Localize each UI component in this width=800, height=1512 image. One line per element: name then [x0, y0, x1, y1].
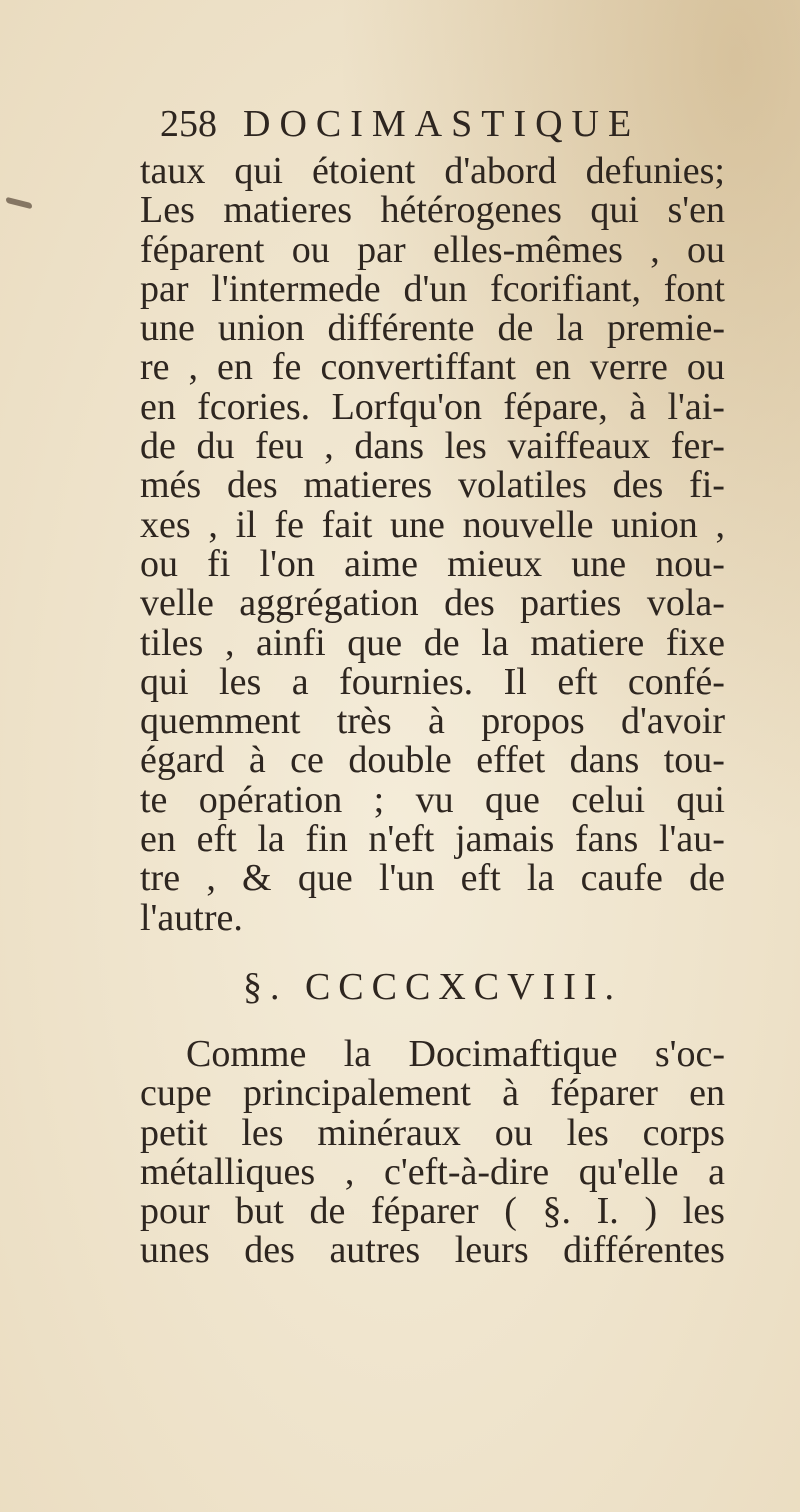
word: de	[140, 425, 176, 468]
word: leurs	[454, 1229, 529, 1272]
word: Comme	[186, 1033, 307, 1075]
word: les	[444, 425, 487, 468]
word: à	[248, 739, 266, 782]
word: s'oc-	[654, 1033, 725, 1075]
word: par	[140, 267, 189, 310]
word: tre	[140, 857, 181, 900]
word: que	[484, 778, 540, 821]
word: pour	[140, 1190, 210, 1233]
word: ainfi	[256, 621, 326, 664]
word: des	[227, 464, 278, 507]
word: ,	[206, 857, 216, 900]
word: re	[140, 346, 170, 389]
text-line	[140, 702, 725, 741]
word: l'on	[259, 542, 315, 585]
word: d'un	[403, 267, 468, 310]
word: parties	[520, 582, 622, 625]
word: la	[526, 857, 555, 900]
word: ou	[687, 228, 725, 271]
word: Docimaftique	[408, 1033, 618, 1075]
word: te	[140, 778, 168, 821]
word: en	[217, 346, 253, 389]
word: ,	[715, 503, 725, 546]
word: )	[644, 1190, 658, 1233]
word: qu'elle	[578, 1150, 679, 1193]
word: fixe	[665, 621, 725, 664]
text-line	[140, 1111, 725, 1154]
word: ,	[188, 346, 199, 389]
word: ,	[650, 228, 660, 271]
word: cupe	[140, 1072, 212, 1115]
word: defunies;	[585, 150, 725, 192]
word: nou-	[655, 542, 725, 585]
word: l'ai-	[667, 385, 725, 428]
word: féparer	[550, 1072, 658, 1115]
word: ;	[373, 778, 385, 821]
word: nouvelle	[462, 503, 594, 546]
text-line	[140, 621, 725, 664]
word: ou	[686, 346, 725, 389]
word: font	[663, 267, 725, 310]
word: que	[297, 857, 353, 900]
word: différentes	[563, 1229, 725, 1272]
word: ou	[494, 1111, 533, 1154]
word: dans	[569, 739, 640, 782]
word: différente	[327, 307, 475, 350]
word: une	[140, 307, 195, 350]
word: union	[217, 307, 305, 350]
word: que	[347, 621, 403, 664]
word: ,	[344, 1150, 355, 1193]
word: l'au-	[658, 818, 725, 861]
word: ,	[224, 621, 235, 664]
word: de	[689, 857, 725, 900]
text-line	[140, 1035, 725, 1074]
word: les	[241, 1111, 284, 1154]
word: en	[140, 385, 176, 428]
word: à	[428, 700, 445, 743]
word: quemment	[140, 700, 301, 743]
text-line	[140, 385, 725, 428]
word: a	[291, 660, 309, 703]
word: premie-	[606, 307, 725, 350]
word: de	[423, 621, 460, 664]
word: les	[566, 1111, 609, 1154]
word: elles-mêmes	[432, 228, 623, 271]
word: velle	[140, 582, 214, 625]
word: les	[682, 1190, 725, 1233]
word: effet	[476, 739, 546, 782]
paragraph-2	[140, 1035, 725, 1271]
word: féparer	[371, 1190, 479, 1233]
text-line	[140, 584, 725, 623]
word: matieres	[303, 464, 433, 507]
word: ce	[290, 739, 324, 782]
word: (	[504, 1190, 517, 1233]
word: une	[390, 503, 445, 546]
word: union	[611, 503, 698, 546]
word: mieux	[447, 542, 543, 585]
word: dans	[354, 425, 424, 468]
word: la	[343, 1033, 372, 1075]
word: ou	[291, 228, 330, 271]
word: par	[357, 228, 406, 271]
text-line	[140, 348, 725, 387]
text-line	[140, 542, 725, 585]
word: hétérogenes	[380, 189, 562, 232]
word: minéraux	[317, 1111, 461, 1154]
word: feu	[255, 425, 304, 468]
word: fi-	[689, 464, 725, 507]
word: jamais	[455, 818, 555, 861]
word: il	[235, 503, 257, 546]
word: fcorifiant,	[490, 267, 641, 310]
page-number: 258	[160, 103, 217, 145]
word: des	[244, 1229, 295, 1272]
word: unes	[140, 1229, 210, 1272]
word: la	[556, 307, 584, 350]
word: d'abord	[444, 150, 557, 192]
word: matieres	[223, 189, 353, 232]
text-line	[140, 503, 725, 546]
word: en	[689, 1072, 725, 1115]
word: volatiles	[458, 464, 587, 507]
word: autres	[329, 1229, 421, 1272]
word: de	[497, 307, 534, 350]
word: une	[571, 542, 627, 585]
word: vola-	[646, 582, 725, 625]
word: l'intermede	[211, 267, 381, 310]
word: en	[535, 346, 571, 389]
word: eft	[460, 857, 501, 900]
text-line	[140, 267, 725, 310]
word: &	[242, 857, 272, 900]
word: matiere	[530, 621, 645, 664]
word: propos	[481, 700, 585, 743]
text-line	[140, 1192, 725, 1231]
section-heading: §. CCCCXCVIII.	[242, 966, 623, 1008]
text-line	[140, 660, 725, 703]
word: n'eft	[368, 818, 435, 861]
word: xes	[140, 503, 191, 546]
text-line	[140, 228, 725, 271]
word: qui	[676, 778, 725, 821]
running-head: DOCIMASTIQUE	[243, 103, 641, 145]
word: égard	[140, 739, 225, 782]
word: qui	[590, 189, 639, 232]
word: des	[444, 582, 495, 625]
word: fe	[274, 503, 304, 546]
word: taux	[140, 150, 206, 192]
word: féparent	[140, 228, 265, 271]
word: s'en	[667, 189, 725, 232]
word: étoient	[311, 150, 416, 192]
word: double	[348, 739, 452, 782]
word: métalliques	[140, 1150, 316, 1193]
word: aggrégation	[239, 582, 419, 625]
text-line	[140, 191, 725, 230]
word: fe	[271, 346, 302, 389]
word: principalement	[242, 1072, 471, 1115]
text-line	[140, 896, 725, 939]
word: fi	[207, 542, 231, 585]
word: aime	[344, 542, 418, 585]
word: qui	[234, 150, 283, 192]
word: fcories.	[197, 385, 311, 428]
word: en	[140, 818, 176, 861]
word: més	[140, 464, 202, 507]
word: la	[257, 818, 285, 861]
text-line	[140, 820, 725, 859]
word: à	[502, 1072, 520, 1115]
word: l'autre.	[140, 896, 243, 939]
word: eft	[196, 818, 237, 861]
page-header	[160, 102, 660, 152]
word: du	[196, 425, 235, 468]
word: verre	[589, 346, 668, 389]
word: les	[219, 660, 262, 703]
margin-ink-mark	[6, 197, 32, 209]
text-line	[140, 152, 725, 191]
word: tiles	[140, 621, 204, 664]
text-line	[140, 778, 725, 821]
word: l'un	[378, 857, 435, 900]
text-line	[140, 309, 725, 348]
word: Lorfqu'on	[331, 385, 482, 428]
word: convertiffant	[320, 346, 516, 389]
text-line	[140, 859, 725, 898]
text-line	[140, 741, 725, 780]
word: opération	[198, 778, 343, 821]
word: très	[336, 700, 392, 743]
text-line	[140, 1074, 725, 1113]
word: eft	[557, 660, 598, 703]
word: à	[629, 385, 647, 428]
word: vu	[415, 778, 454, 821]
word: fépare,	[503, 385, 608, 428]
word: de	[309, 1190, 346, 1233]
word: but	[235, 1190, 284, 1233]
word: caufe	[580, 857, 663, 900]
word: vaiffeaux	[507, 425, 651, 468]
word: §.	[542, 1190, 572, 1233]
word: fer-	[670, 425, 725, 468]
word: des	[612, 464, 664, 507]
word: d'avoir	[621, 700, 725, 743]
word: Les	[140, 189, 195, 232]
text-line	[140, 1231, 725, 1270]
text-line	[140, 466, 725, 505]
word: ,	[208, 503, 218, 546]
text-line	[140, 427, 725, 466]
word: ou	[140, 542, 178, 585]
word: ,	[324, 425, 334, 468]
word: fournies.	[339, 660, 474, 703]
word: la	[481, 621, 509, 664]
word: Il	[503, 660, 527, 703]
word: petit	[140, 1111, 208, 1154]
word: tou-	[663, 739, 725, 782]
word: celui	[571, 778, 646, 821]
word: qui	[140, 660, 189, 703]
word: fait	[321, 503, 373, 546]
paragraph-1	[140, 152, 725, 938]
word: a	[708, 1150, 725, 1193]
word: I.	[596, 1190, 619, 1233]
word: fin	[305, 818, 348, 861]
word: confé-	[627, 660, 725, 703]
text-line	[140, 1150, 725, 1193]
word: corps	[642, 1111, 725, 1154]
word: c'eft-à-dire	[384, 1150, 550, 1193]
word: fans	[574, 818, 639, 861]
